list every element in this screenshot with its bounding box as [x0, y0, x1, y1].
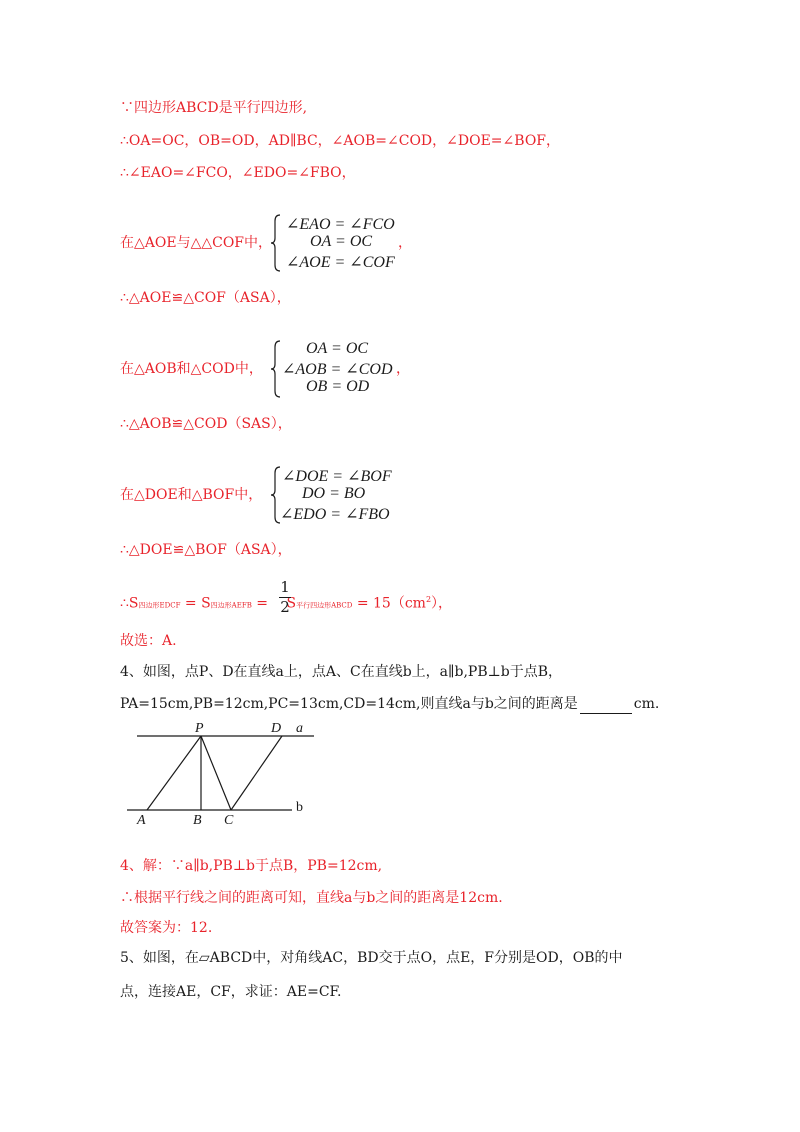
proof-line-1: ∵四边形ABCD是平行四边形, [120, 100, 308, 116]
fraction-numerator: 1 [280, 578, 290, 596]
area-unit-exponent: 2 [425, 595, 432, 604]
area-sub-3: 平行四边形ABCD [296, 601, 353, 610]
system2-eq-2: ∠AOB = ∠COD [282, 361, 393, 378]
system2-eq-3: OB = OD [306, 378, 370, 395]
system3-eq-2: DO = BO [302, 485, 366, 502]
label-a: a [296, 721, 303, 736]
area-sub-1: 四边形EDCF [138, 601, 181, 610]
system2-tail: ， [396, 361, 410, 377]
fraction-denominator: 2 [280, 598, 290, 616]
q4-line-2-text: PA=15cm,PB=12cm,PC=13cm,CD=14cm,则直线a与b之间的距离是 [120, 696, 578, 712]
system2-eq-1: OA = OC [306, 340, 369, 357]
label-d: D [271, 721, 282, 736]
system1-eq-2: OA = OC [310, 233, 373, 250]
system1-eq-3: ∠AOE = ∠COF [286, 254, 395, 271]
system1-lead: 在△AOE与△△COF中， [120, 235, 273, 251]
area-value: = 15（cm [352, 595, 426, 612]
q5-line-2: 点，连接AE，CF，求证：AE=CF. [120, 984, 342, 1000]
q5-line-1: 5、如图，在▱ABCD中，对角线AC，BD交于点O，点E，F分别是OD，OB的中 [120, 950, 623, 966]
segment-cd [231, 736, 282, 810]
conclusion-2: ∴△AOB≌△COD（SAS）， [120, 416, 292, 432]
area-tail: ）， [431, 595, 453, 612]
system1-eq-1: ∠EAO = ∠FCO [286, 216, 395, 233]
proof-line-3: ∴∠EAO=∠FCO，∠EDO=∠FBO， [120, 165, 356, 181]
label-p: P [195, 721, 204, 736]
segment-pc [201, 736, 231, 810]
answer-blank [580, 699, 632, 714]
system3-lead: 在△DOE和△BOF中， [120, 487, 263, 503]
system3-eq-3: ∠EDO = ∠FBO [280, 506, 390, 523]
conclusion-1: ∴△AOE≌△COF（ASA）， [120, 290, 291, 306]
area-sub-2: 四边形AEFB [210, 601, 252, 610]
parallel-lines-figure [120, 718, 320, 832]
label-c: C [224, 813, 234, 828]
proof-line-2: ∴OA=OC，OB=OD，AD∥BC，∠AOB=∠COD，∠DOE=∠BOF， [120, 133, 561, 149]
equation-system-3 [270, 464, 420, 526]
system2-lead: 在△AOB和△COD中， [120, 361, 263, 377]
conclusion-3: ∴△DOE≌△BOF（ASA）， [120, 542, 292, 558]
area-eq-1: = S [180, 595, 211, 612]
answer-3: 故选：A. [120, 633, 177, 649]
q4-line-1: 4、如图，点P、D在直线a上，点A、C在直线b上，a∥b,PB⊥b于点B， [120, 664, 563, 680]
left-brace-icon [270, 340, 282, 398]
area-s-symbol: ∴S [120, 595, 139, 612]
q4-answer: 故答案为：12. [120, 920, 213, 936]
area-eq-2: = [251, 595, 273, 612]
q4-solution-2: ∴根据平行线之间的距离可知，直线a与b之间的距离是12cm. [120, 890, 503, 906]
area-s-2: S [286, 595, 297, 612]
system1-tail: ， [398, 235, 412, 251]
q4-line-2-unit: cm. [633, 696, 660, 712]
label-b-point: B [193, 813, 202, 828]
q4-solution-1: 4、解：∵a∥b,PB⊥b于点B，PB=12cm, [120, 858, 383, 874]
q4-line-2 [120, 694, 659, 714]
segment-pa [147, 736, 201, 810]
label-capital-a: A [137, 813, 146, 828]
label-b-line: b [296, 800, 303, 815]
system3-eq-1: ∠DOE = ∠BOF [282, 468, 392, 485]
left-brace-icon [270, 214, 282, 272]
